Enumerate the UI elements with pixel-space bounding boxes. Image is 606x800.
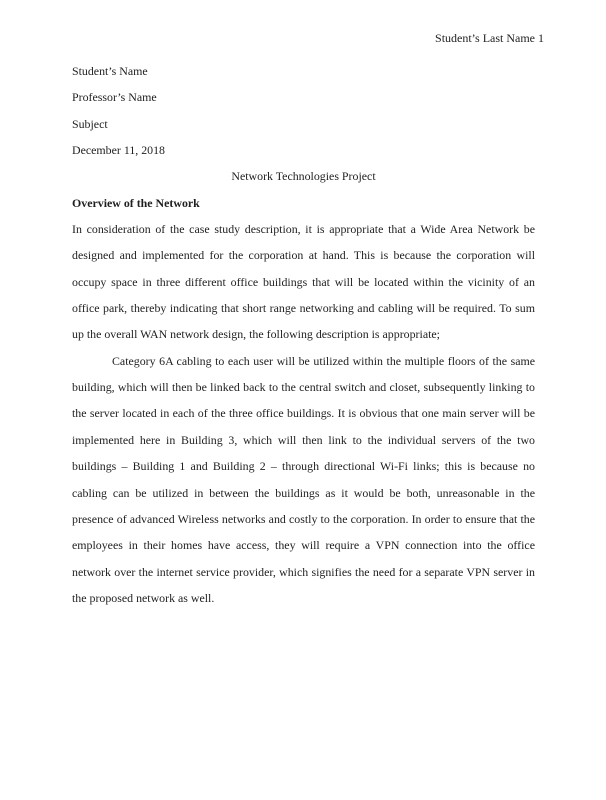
paragraph-overview: In consideration of the case study description, it is appropriate that a Wide Area Network be designed and implemented for the corporation at hand. This is because the corporation will occupy space in three different office buildings that will be located within the vicinity of an office park, thereby indicating that short range networking and cabling will be required. To sum up the overall WAN network design, the following description is appropriate; <box>72 222 535 342</box>
date-line: December 11, 2018 <box>72 143 165 158</box>
subject-line: Subject <box>72 116 108 131</box>
document-title: Network Technologies Project <box>231 169 376 184</box>
paragraph-wan-design: Category 6A cabling to each user will be utilized within the multiple floors of the same building, which will then be linked back to the central switch and closet, subsequently linking to the server located in each of the three office buildings. It is obvious that one main server will be implemented here in Building 3, which will then link to the individual servers of the two buildings – Building 1 and Building 2 – through directional Wi-Fi links; this is because no cabling can be utilized in between the buildings as it would be both, unreasonable in the presence of advanced Wireless networks and costly to the corporation. In order to ensure that the employees in their homes have access, they will require a VPN connection into the office network over the internet service provider, which signifies the need for a separate VPN server in the proposed network as well. <box>72 353 535 605</box>
document-body <box>72 58 535 611</box>
running-header: Student’s Last Name 1 <box>435 31 544 45</box>
professor-name-line: Professor’s Name <box>72 90 157 105</box>
student-name-line: Student’s Name <box>72 64 148 78</box>
section-heading: Overview of the Network <box>72 195 200 210</box>
